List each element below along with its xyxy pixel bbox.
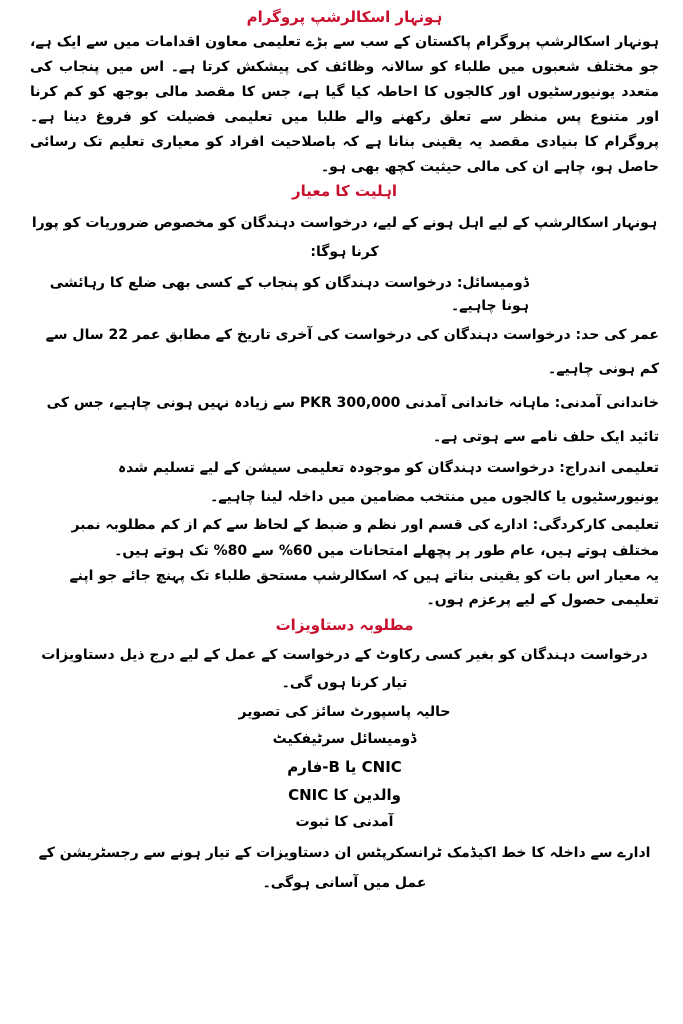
program-heading: ہونہار اسکالرشپ پروگرام xyxy=(246,8,443,26)
documents-intro: درخواست دہندگان کو بغیر کسی رکاوٹ کے درخواست کے عمل کے لیے درج ذیل دستاویزات تیار کرنا ہوں گی۔ xyxy=(41,647,648,691)
criterion-domicile: ڈومیسائل: درخواست دہندگان کو پنجاب کے کسی بھی ضلع کا رہائشی ہونا چاہیے۔ xyxy=(49,275,529,314)
criterion-family-income: خاندانی آمدنی: ماہانہ خاندانی آمدنی PKR 300,000 سے زیادہ نہیں ہونی چاہیے، جس کی تائید ایک حلف نامے سے ہوتی ہے۔ xyxy=(46,395,659,445)
document-item-domicile: ڈومیسائل سرٹیفکیٹ xyxy=(272,731,417,747)
document-item-photo: حالیہ پاسپورٹ سائز کی تصویر xyxy=(238,704,451,720)
criteria-summary: یہ معیار اس بات کو یقینی بناتے ہیں کہ اسکالرشپ مستحق طلباء تک پہنچ جائے جو اپنے تعلیمی حصول کے لیے پرعزم ہوں۔ xyxy=(69,568,659,608)
documents-list xyxy=(30,699,659,836)
eligibility-intro: ہونہار اسکالرشپ کے لیے اہل ہونے کے لیے، درخواست دہندگان کو مخصوص ضروریات کو پورا کرنا ہوگا: xyxy=(31,215,658,260)
program-description: ہونہار اسکالرشپ پروگرام پاکستان کے سب سے بڑے تعلیمی معاون اقدامات میں سے ایک ہے، جو مختلف شعبوں میں طلباء کو سالانہ وظائف کی پیشکش کرتا ہے۔ اس میں پنجاب کی متعدد یونیورسٹیوں اور کالجوں کا احاطہ کیا گیا ہے، جس کا مقصد مالی بوجھ کو کم کرنا اور متنوع پس منظر سے تعلق رکھنے والے طلبا میں تعلیمی فضیلت کو فروغ دینا ہے۔ پروگرام کا بنیادی مقصد یہ یقینی بنانا ہے کہ باصلاحیت افراد کو معیاری تعلیم تک رسائی حاصل ہو، چاہے ان کی مالی حیثیت کچھ بھی ہو۔ xyxy=(30,34,659,175)
criterion-age-limit: عمر کی حد: درخواست دہندگان کی درخواست کی آخری تاریخ کے مطابق عمر 22 سال سے کم ہونی چاہیے۔ xyxy=(45,327,659,377)
eligibility-heading: اہلیت کا معیار xyxy=(292,182,397,200)
documents-heading: مطلوبہ دستاویزات xyxy=(275,616,414,634)
document-item-cnic-bform: CNIC یا B-فارم xyxy=(287,758,402,776)
criterion-enrollment: تعلیمی اندراج: درخواست دہندگان کو موجودہ تعلیمی سیشن کے لیے تسلیم شدہ یونیورسٹیوں یا کالجوں میں منتخب مضامین میں داخلہ لینا چاہیے۔ xyxy=(117,460,659,505)
document-item-parents-cnic: والدین کا CNIC xyxy=(288,786,401,804)
criterion-academic-performance: تعلیمی کارکردگی: ادارے کی قسم اور نظم و ضبط کے لحاظ سے کم از کم مطلوبہ نمبر مختلف ہوتے ہیں، عام طور پر پچھلے امتحانات میں 60% سے 80% تک ہوتے ہیں۔ xyxy=(71,517,659,559)
documents-closing: ادارے سے داخلہ کا خط اکیڈمک ٹرانسکرپٹس ان دستاویزات کے تیار ہونے سے رجسٹریشن کے عمل میں آسانی ہوگی۔ xyxy=(38,845,651,891)
document-item-income-proof: آمدنی کا ثبوت xyxy=(295,814,394,830)
